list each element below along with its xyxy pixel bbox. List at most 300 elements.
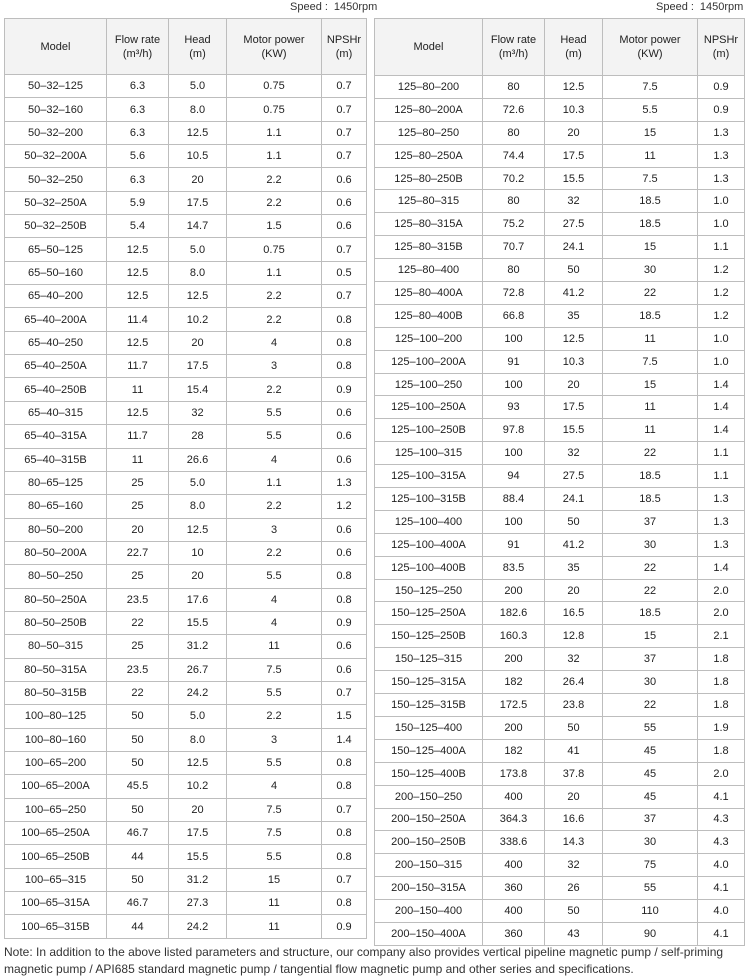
cell-motor-power: 2.2 <box>227 285 322 308</box>
cell-motor-power: 1.5 <box>227 215 322 238</box>
col-head: Head (m) <box>169 19 227 75</box>
cell-model: 100–65–315 <box>5 868 107 891</box>
cell-motor-power: 11 <box>227 892 322 915</box>
cell-motor-power: 2.2 <box>227 191 322 214</box>
cell-npshr: 0.8 <box>322 331 367 354</box>
cell-motor-power: 7.5 <box>603 76 698 99</box>
table-row <box>5 845 367 868</box>
table-row <box>375 785 745 808</box>
table-row <box>375 304 745 327</box>
cell-head: 12.8 <box>545 625 603 648</box>
table-row <box>5 611 367 634</box>
col-model: Model <box>5 19 107 75</box>
cell-head: 32 <box>545 190 603 213</box>
cell-flow-rate: 12.5 <box>107 261 169 284</box>
cell-motor-power: 1.1 <box>227 121 322 144</box>
cell-npshr: 0.8 <box>322 892 367 915</box>
table-row <box>5 588 367 611</box>
table-row <box>375 854 745 877</box>
cell-motor-power: 22 <box>603 556 698 579</box>
cell-model: 65–40–315B <box>5 448 107 471</box>
cell-flow-rate: 25 <box>107 495 169 518</box>
cell-model: 65–40–200A <box>5 308 107 331</box>
cell-model: 150–125–315B <box>375 694 483 717</box>
cell-flow-rate: 46.7 <box>107 892 169 915</box>
cell-motor-power: 15 <box>227 868 322 891</box>
cell-npshr: 1.0 <box>698 350 745 373</box>
cell-model: 80–50–200A <box>5 541 107 564</box>
cell-head: 35 <box>545 556 603 579</box>
cell-motor-power: 11 <box>227 915 322 938</box>
cell-npshr: 0.8 <box>322 588 367 611</box>
cell-flow-rate: 5.4 <box>107 215 169 238</box>
cell-model: 150–125–315A <box>375 671 483 694</box>
cell-npshr: 4.3 <box>698 808 745 831</box>
spec-table-right <box>374 18 745 946</box>
cell-head: 32 <box>545 648 603 671</box>
cell-npshr: 1.8 <box>698 648 745 671</box>
cell-model: 65–40–250B <box>5 378 107 401</box>
cell-flow-rate: 100 <box>483 373 545 396</box>
cell-head: 10.2 <box>169 775 227 798</box>
cell-npshr: 1.4 <box>322 728 367 751</box>
cell-model: 150–125–315 <box>375 648 483 671</box>
cell-npshr: 4.3 <box>698 831 745 854</box>
cell-npshr: 2.0 <box>698 579 745 602</box>
table-row <box>375 488 745 511</box>
col-npshr: NPSHr (m) <box>322 19 367 75</box>
table-row <box>375 396 745 419</box>
cell-head: 32 <box>545 442 603 465</box>
cell-npshr: 1.3 <box>698 167 745 190</box>
cell-model: 65–40–200 <box>5 285 107 308</box>
cell-flow-rate: 200 <box>483 579 545 602</box>
table-row <box>375 327 745 350</box>
cell-npshr: 1.5 <box>322 705 367 728</box>
cell-flow-rate: 80 <box>483 190 545 213</box>
cell-flow-rate: 400 <box>483 900 545 923</box>
cell-head: 14.7 <box>169 215 227 238</box>
cell-npshr: 1.8 <box>698 671 745 694</box>
table-row <box>5 401 367 424</box>
cell-npshr: 0.9 <box>322 378 367 401</box>
table-row <box>375 556 745 579</box>
cell-motor-power: 18.5 <box>603 304 698 327</box>
table-row <box>375 259 745 282</box>
cell-npshr: 0.7 <box>322 121 367 144</box>
cell-head: 50 <box>545 510 603 533</box>
cell-motor-power: 30 <box>603 533 698 556</box>
cell-flow-rate: 11 <box>107 378 169 401</box>
speed-right <box>656 0 743 14</box>
cell-flow-rate: 72.6 <box>483 98 545 121</box>
cell-model: 125–100–400 <box>375 510 483 533</box>
cell-model: 100–65–250 <box>5 798 107 821</box>
cell-head: 17.6 <box>169 588 227 611</box>
table-row <box>5 238 367 261</box>
cell-flow-rate: 80 <box>483 121 545 144</box>
cell-npshr: 1.3 <box>698 121 745 144</box>
table-row <box>375 76 745 99</box>
table-header <box>5 19 367 75</box>
cell-motor-power: 11 <box>603 144 698 167</box>
cell-head: 20 <box>545 373 603 396</box>
cell-head: 17.5 <box>169 822 227 845</box>
cell-motor-power: 5.5 <box>227 751 322 774</box>
cell-head: 16.6 <box>545 808 603 831</box>
table-row <box>5 285 367 308</box>
cell-head: 27.5 <box>545 213 603 236</box>
cell-flow-rate: 88.4 <box>483 488 545 511</box>
cell-npshr: 4.1 <box>698 922 745 945</box>
cell-model: 125–100–315A <box>375 465 483 488</box>
cell-flow-rate: 25 <box>107 635 169 658</box>
cell-head: 31.2 <box>169 868 227 891</box>
table-row <box>375 762 745 785</box>
cell-model: 125–80–200 <box>375 76 483 99</box>
footnote: Note: In addition to the above listed parameters and structure, our company also provides vertical pipeline magnetic pump / self-priming magnetic pump / API685 standard magnetic pump / tangential flow magnetic pump and other series and specifications. <box>4 945 724 976</box>
cell-npshr: 0.7 <box>322 238 367 261</box>
cell-model: 150–125–400B <box>375 762 483 785</box>
cell-flow-rate: 364.3 <box>483 808 545 831</box>
cell-model: 100–80–125 <box>5 705 107 728</box>
cell-head: 23.8 <box>545 694 603 717</box>
cell-flow-rate: 11 <box>107 448 169 471</box>
cell-head: 31.2 <box>169 635 227 658</box>
cell-model: 200–150–400 <box>375 900 483 923</box>
cell-head: 41.2 <box>545 282 603 305</box>
table-row <box>375 900 745 923</box>
cell-flow-rate: 93 <box>483 396 545 419</box>
cell-flow-rate: 338.6 <box>483 831 545 854</box>
cell-flow-rate: 200 <box>483 716 545 739</box>
table-row <box>375 625 745 648</box>
cell-head: 17.5 <box>545 144 603 167</box>
cell-npshr: 0.8 <box>322 845 367 868</box>
cell-npshr: 1.3 <box>698 488 745 511</box>
cell-npshr: 0.6 <box>322 635 367 658</box>
cell-motor-power: 7.5 <box>227 798 322 821</box>
cell-npshr: 1.0 <box>698 327 745 350</box>
cell-model: 80–65–125 <box>5 471 107 494</box>
cell-model: 125–100–250A <box>375 396 483 419</box>
cell-flow-rate: 12.5 <box>107 401 169 424</box>
cell-motor-power: 0.75 <box>227 238 322 261</box>
cell-flow-rate: 70.7 <box>483 236 545 259</box>
cell-motor-power: 0.75 <box>227 75 322 98</box>
table-row <box>5 751 367 774</box>
table-row <box>375 648 745 671</box>
cell-flow-rate: 400 <box>483 854 545 877</box>
cell-motor-power: 18.5 <box>603 488 698 511</box>
table-row <box>375 350 745 373</box>
cell-head: 26 <box>545 877 603 900</box>
cell-flow-rate: 11.7 <box>107 425 169 448</box>
table-row <box>375 190 745 213</box>
cell-motor-power: 55 <box>603 877 698 900</box>
cell-head: 26.6 <box>169 448 227 471</box>
table-row <box>5 261 367 284</box>
cell-head: 12.5 <box>169 751 227 774</box>
table-row <box>375 716 745 739</box>
cell-flow-rate: 11.4 <box>107 308 169 331</box>
table-row <box>5 892 367 915</box>
cell-model: 80–50–315B <box>5 681 107 704</box>
table-row <box>375 121 745 144</box>
cell-flow-rate: 74.4 <box>483 144 545 167</box>
cell-head: 24.2 <box>169 915 227 938</box>
cell-model: 50–32–250A <box>5 191 107 214</box>
table-row <box>5 98 367 121</box>
cell-head: 37.8 <box>545 762 603 785</box>
cell-model: 65–40–250 <box>5 331 107 354</box>
cell-npshr: 1.3 <box>698 144 745 167</box>
cell-motor-power: 5.5 <box>227 845 322 868</box>
table-row <box>5 331 367 354</box>
cell-model: 150–125–400 <box>375 716 483 739</box>
cell-flow-rate: 80 <box>483 259 545 282</box>
cell-motor-power: 4 <box>227 448 322 471</box>
cell-model: 50–32–200A <box>5 145 107 168</box>
cell-motor-power: 22 <box>603 442 698 465</box>
cell-npshr: 1.1 <box>698 236 745 259</box>
cell-model: 200–150–250B <box>375 831 483 854</box>
cell-flow-rate: 172.5 <box>483 694 545 717</box>
cell-flow-rate: 50 <box>107 705 169 728</box>
cell-motor-power: 30 <box>603 259 698 282</box>
cell-head: 5.0 <box>169 75 227 98</box>
cell-head: 5.0 <box>169 705 227 728</box>
col-flow-rate: Flow rate (m³/h) <box>107 19 169 75</box>
cell-npshr: 0.9 <box>322 611 367 634</box>
cell-model: 80–50–250 <box>5 565 107 588</box>
cell-flow-rate: 5.9 <box>107 191 169 214</box>
cell-model: 50–32–160 <box>5 98 107 121</box>
cell-motor-power: 2.2 <box>227 308 322 331</box>
cell-model: 100–65–315A <box>5 892 107 915</box>
cell-motor-power: 75 <box>603 854 698 877</box>
cell-motor-power: 3 <box>227 728 322 751</box>
table-row <box>375 144 745 167</box>
cell-flow-rate: 75.2 <box>483 213 545 236</box>
cell-flow-rate: 6.3 <box>107 121 169 144</box>
cell-motor-power: 18.5 <box>603 190 698 213</box>
cell-flow-rate: 400 <box>483 785 545 808</box>
cell-head: 41.2 <box>545 533 603 556</box>
cell-npshr: 0.6 <box>322 541 367 564</box>
cell-motor-power: 5.5 <box>227 401 322 424</box>
table-row <box>375 442 745 465</box>
cell-npshr: 1.0 <box>698 190 745 213</box>
cell-model: 65–40–315 <box>5 401 107 424</box>
spec-table-left <box>4 18 367 939</box>
cell-npshr: 0.9 <box>322 915 367 938</box>
table-row <box>375 877 745 900</box>
table-row <box>5 121 367 144</box>
cell-motor-power: 30 <box>603 831 698 854</box>
cell-motor-power: 110 <box>603 900 698 923</box>
col-head: Head (m) <box>545 19 603 76</box>
cell-npshr: 0.7 <box>322 798 367 821</box>
cell-model: 80–50–250A <box>5 588 107 611</box>
cell-motor-power: 15 <box>603 625 698 648</box>
cell-npshr: 0.7 <box>322 98 367 121</box>
table-row <box>5 518 367 541</box>
cell-head: 10.3 <box>545 350 603 373</box>
cell-npshr: 0.6 <box>322 215 367 238</box>
cell-motor-power: 7.5 <box>603 350 698 373</box>
cell-motor-power: 11 <box>603 419 698 442</box>
table-row <box>375 236 745 259</box>
table-row <box>375 373 745 396</box>
cell-motor-power: 0.75 <box>227 98 322 121</box>
cell-motor-power: 4 <box>227 331 322 354</box>
cell-head: 24.2 <box>169 681 227 704</box>
cell-model: 125–80–400 <box>375 259 483 282</box>
cell-motor-power: 11 <box>227 635 322 658</box>
cell-head: 17.5 <box>545 396 603 419</box>
cell-head: 5.0 <box>169 238 227 261</box>
cell-model: 125–80–315B <box>375 236 483 259</box>
cell-motor-power: 4 <box>227 588 322 611</box>
cell-model: 200–150–315A <box>375 877 483 900</box>
cell-flow-rate: 100 <box>483 510 545 533</box>
cell-npshr: 0.9 <box>698 76 745 99</box>
cell-flow-rate: 66.8 <box>483 304 545 327</box>
table-row <box>375 98 745 121</box>
cell-npshr: 1.8 <box>698 694 745 717</box>
table-row <box>5 215 367 238</box>
cell-model: 65–50–160 <box>5 261 107 284</box>
cell-motor-power: 7.5 <box>227 658 322 681</box>
table-row <box>375 213 745 236</box>
cell-head: 8.0 <box>169 728 227 751</box>
cell-flow-rate: 182 <box>483 739 545 762</box>
cell-model: 100–80–160 <box>5 728 107 751</box>
cell-head: 20 <box>545 121 603 144</box>
cell-flow-rate: 45.5 <box>107 775 169 798</box>
table-body <box>5 75 367 939</box>
cell-flow-rate: 100 <box>483 442 545 465</box>
cell-head: 17.5 <box>169 191 227 214</box>
cell-flow-rate: 6.3 <box>107 98 169 121</box>
cell-flow-rate: 91 <box>483 533 545 556</box>
cell-model: 65–50–125 <box>5 238 107 261</box>
table-row <box>5 541 367 564</box>
cell-motor-power: 1.1 <box>227 471 322 494</box>
cell-npshr: 0.8 <box>322 775 367 798</box>
cell-head: 15.5 <box>545 167 603 190</box>
table-row <box>5 705 367 728</box>
cell-flow-rate: 97.8 <box>483 419 545 442</box>
cell-npshr: 0.9 <box>698 98 745 121</box>
cell-model: 100–65–200A <box>5 775 107 798</box>
cell-model: 125–80–315 <box>375 190 483 213</box>
cell-flow-rate: 25 <box>107 471 169 494</box>
cell-flow-rate: 23.5 <box>107 658 169 681</box>
cell-flow-rate: 72.8 <box>483 282 545 305</box>
cell-head: 50 <box>545 716 603 739</box>
cell-motor-power: 3 <box>227 355 322 378</box>
cell-flow-rate: 50 <box>107 728 169 751</box>
cell-motor-power: 5.5 <box>603 98 698 121</box>
cell-head: 15.5 <box>545 419 603 442</box>
table-row <box>375 579 745 602</box>
col-npshr: NPSHr (m) <box>698 19 745 76</box>
cell-head: 24.1 <box>545 236 603 259</box>
cell-motor-power: 4 <box>227 611 322 634</box>
cell-head: 43 <box>545 922 603 945</box>
table-row <box>5 75 367 98</box>
cell-head: 41 <box>545 739 603 762</box>
cell-head: 12.5 <box>545 76 603 99</box>
cell-head: 32 <box>169 401 227 424</box>
cell-motor-power: 55 <box>603 716 698 739</box>
cell-model: 125–80–250B <box>375 167 483 190</box>
cell-head: 12.5 <box>169 121 227 144</box>
cell-npshr: 1.4 <box>698 556 745 579</box>
cell-head: 14.3 <box>545 831 603 854</box>
cell-model: 65–40–250A <box>5 355 107 378</box>
cell-npshr: 0.5 <box>322 261 367 284</box>
cell-flow-rate: 70.2 <box>483 167 545 190</box>
cell-head: 26.7 <box>169 658 227 681</box>
cell-head: 17.5 <box>169 355 227 378</box>
cell-flow-rate: 91 <box>483 350 545 373</box>
table-row <box>375 739 745 762</box>
cell-flow-rate: 50 <box>107 798 169 821</box>
table-row <box>5 681 367 704</box>
cell-motor-power: 15 <box>603 373 698 396</box>
cell-model: 125–100–200 <box>375 327 483 350</box>
cell-flow-rate: 5.6 <box>107 145 169 168</box>
cell-model: 100–65–250A <box>5 822 107 845</box>
table-row <box>5 565 367 588</box>
col-model: Model <box>375 19 483 76</box>
cell-head: 20 <box>169 565 227 588</box>
cell-npshr: 0.6 <box>322 191 367 214</box>
cell-npshr: 4.1 <box>698 785 745 808</box>
cell-model: 125–100–315 <box>375 442 483 465</box>
table-row <box>375 671 745 694</box>
table-row <box>5 728 367 751</box>
cell-model: 80–50–200 <box>5 518 107 541</box>
cell-head: 15.5 <box>169 845 227 868</box>
cell-npshr: 1.3 <box>322 471 367 494</box>
table-row <box>375 167 745 190</box>
cell-model: 200–150–400A <box>375 922 483 945</box>
cell-model: 80–50–315A <box>5 658 107 681</box>
col-motor-power: Motor power (KW) <box>227 19 322 75</box>
cell-motor-power: 5.5 <box>227 425 322 448</box>
cell-model: 125–100–315B <box>375 488 483 511</box>
table-row <box>375 808 745 831</box>
cell-model: 125–100–400B <box>375 556 483 579</box>
speed-value: 1450rpm <box>333 1 378 13</box>
cell-flow-rate: 173.8 <box>483 762 545 785</box>
cell-motor-power: 1.1 <box>227 261 322 284</box>
cell-flow-rate: 6.3 <box>107 168 169 191</box>
cell-model: 50–32–125 <box>5 75 107 98</box>
cell-flow-rate: 44 <box>107 845 169 868</box>
cell-motor-power: 5.5 <box>227 565 322 588</box>
cell-model: 80–50–315 <box>5 635 107 658</box>
cell-model: 150–125–250B <box>375 625 483 648</box>
cell-npshr: 1.4 <box>698 396 745 419</box>
table-row <box>375 602 745 625</box>
cell-flow-rate: 200 <box>483 648 545 671</box>
cell-npshr: 1.2 <box>698 259 745 282</box>
